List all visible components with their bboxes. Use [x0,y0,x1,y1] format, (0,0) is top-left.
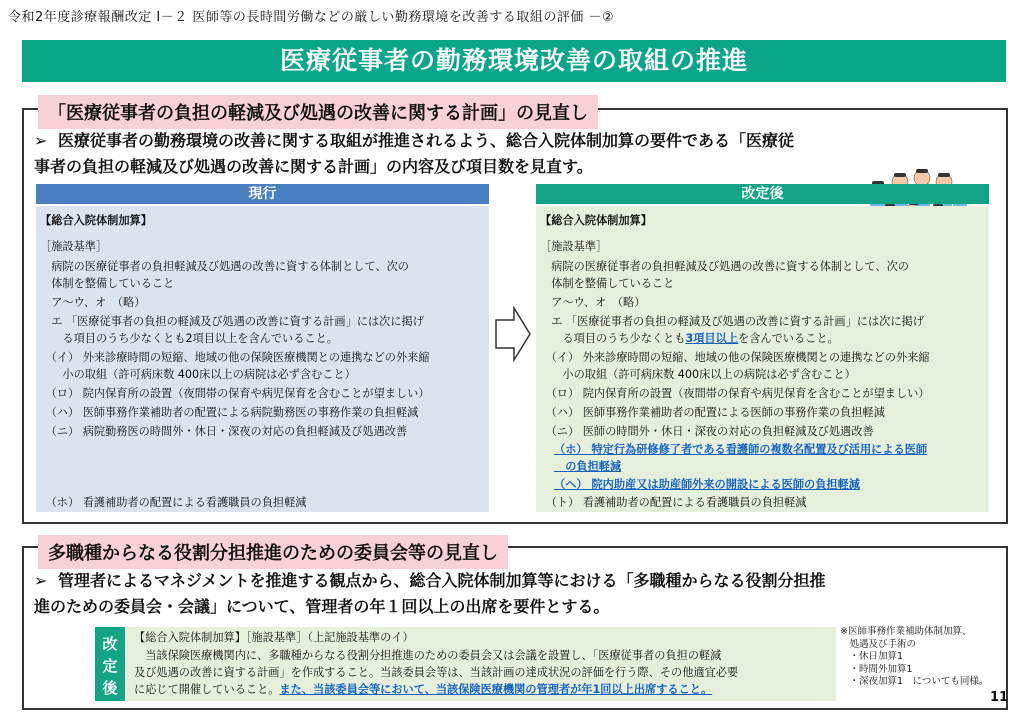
footnote-line: ※医師事務作業補助体制加算、 [840,626,972,637]
section2-box-line4 [134,681,712,698]
revised-line: （ニ） 医師の時間外・休日・深夜の対応の負担軽減及び処遇改善 [540,425,874,438]
revised-tag [95,627,125,701]
current-line: 病院の医療従事者の負担軽減及び処遇の改善に資する体制として、次の [40,260,409,273]
revised-line: 体制を整備していること [540,277,675,290]
right-arrow-icon [494,306,532,362]
current-line: ア～ウ、オ （略） [40,296,146,309]
revised-item-post: を含んでいること。 [738,332,839,345]
footnote-line: 処遇及び手術の [840,638,917,650]
section2-revised-box [126,627,836,701]
section1-label: 「医療従事者の負担の軽減及び処遇の改善に関する計画」の見直し [38,95,598,129]
revised-line: （イ） 外来診療時間の短縮、地域の他の保険医療機関との連携などの外来縮 [540,351,930,364]
revised-line: 病院の医療従事者の負担軽減及び処遇の改善に資する体制として、次の [540,260,909,273]
revised-line: ア～ウ、オ （略） [540,296,646,309]
footnote [840,626,988,689]
revised-line: （ト） 看護補助者の配置による看護職員の負担軽減 [540,496,807,509]
section2-label: 多職種からなる役割分担推進のための委員会等の見直し [38,535,508,569]
footnote-line: ・時間外加算1 [840,663,913,675]
current-line: （ハ） 医師事務作業補助者の配置による病院勤務医の事務作業の負担軽減 [40,406,419,419]
current-line: （ホ） 看護補助者の配置による看護職員の負担軽減 [40,496,307,509]
current-line: （ニ） 病院勤務医の時間外・休日・深夜の対応の負担軽減及び処遇改善 [40,425,408,438]
section2-box-line: 【総合入院体制加算】［施設基準］（上記施設基準のイ） [134,631,414,644]
current-line: （イ） 外来診療時間の短縮、地域の他の保険医療機関との連携などの外来縮 [40,351,430,364]
section1-lead-line2: 事者の負担の軽減及び処遇の改善に関する計画」の内容及び項目数を見直す。 [34,157,593,176]
current-line: 体制を整備していること [40,277,175,290]
revised-new-item-he: （ヘ） 院内助産又は助産師外来の開設による医師の負担軽減 [554,478,860,491]
bullet-arrow-icon: ➢ [34,571,48,590]
revised-line: エ 「医療従事者の負担の軽減及び処遇の改善に資する計画」には次に掲げ [540,315,924,328]
current-line: 小の取組（許可病床数 400床以上の病院は必ず含むこと） [40,368,356,381]
section1-lead [34,128,994,180]
revised-item-pre: る項目のうち少なくとも [540,332,686,345]
section2-lead-line2: 進のための委員会・会議」について、管理者の年１回以上の出席を要件とする。 [34,597,610,616]
section2-box-line4-pre: に応じて開催していること。 [134,683,280,696]
current-line: 【総合入院体制加算】 [40,214,152,227]
footnote-line: ・深夜加算1 についても同様。 [840,676,989,687]
section2-lead [34,568,994,620]
page-number: 11 [990,690,1009,705]
section2-box-line: 当該保険医療機関内に、多職種からなる役割分担推進のための委員会又は会議を設置し、「医療従事者の負担の軽減 [134,649,722,662]
revised-tag-text: 改定後 [102,635,118,697]
section2-box-line: 及び処遇の改善に資する計画」を作成すること。当該委員会等は、当該計画の達成状況の評価を行う際、その他適宜必要 [134,666,739,679]
revised-item-count: 3項目以上 [685,332,738,345]
current-heading: 現行 [36,184,489,204]
revised-line: （ロ） 院内保育所の設置（夜間帯の保育や病児保育を含むことが望ましい） [540,387,930,400]
section2-box-line4-blue: また、当該委員会等において、当該保険医療機関の管理者が年1回以上出席すること。 [279,683,713,696]
revised-new-item-ho-cont: の負担軽減 [554,460,622,473]
current-line: （ロ） 院内保育所の設置（夜間帯の保育や病児保育を含むことが望ましい） [40,387,430,400]
revised-new-item-ho: （ホ） 特定行為研修修了者である看護師の複数名配置及び活用による医師 [554,443,928,456]
revised-line: （ハ） 医師事務作業補助者の配置による医師の事務作業の負担軽減 [540,406,885,419]
section1-lead-line1: 医療従事者の勤務環境の改善に関する取組が推進されるよう、総合入院体制加算の要件である「医療従 [58,131,795,150]
footnote-line: ・休日加算1 [840,651,904,662]
revised-line: 小の取組（許可病床数 400床以上の病院は必ず含むこと） [540,368,856,381]
revised-item-count-line [540,330,839,348]
section2-lead-line1: 管理者によるマネジメントを推進する観点から、総合入院体制加算等における「多職種からなる役割分担推 [58,571,826,590]
header-title: 令和2年度診療報酬改定 Ⅰ－２ 医師等の長時間労働などの厳しい勤務環境を改善する取組の評価 －② [8,10,615,25]
page-title-banner: 医療従事者の勤務環境改善の取組の推進 [22,40,1006,82]
current-line: エ 「医療従事者の負担の軽減及び処遇の改善に資する計画」には次に掲げ [40,315,424,328]
revised-line: ［施設基準］ [540,240,608,253]
bullet-arrow-icon: ➢ [34,131,48,150]
revised-line: 【総合入院体制加算】 [540,214,652,227]
current-line: ［施設基準］ [40,240,108,253]
revised-heading: 改定後 [536,184,989,204]
current-line: る項目のうち少なくとも2項目以上を含んでいること。 [40,332,338,345]
